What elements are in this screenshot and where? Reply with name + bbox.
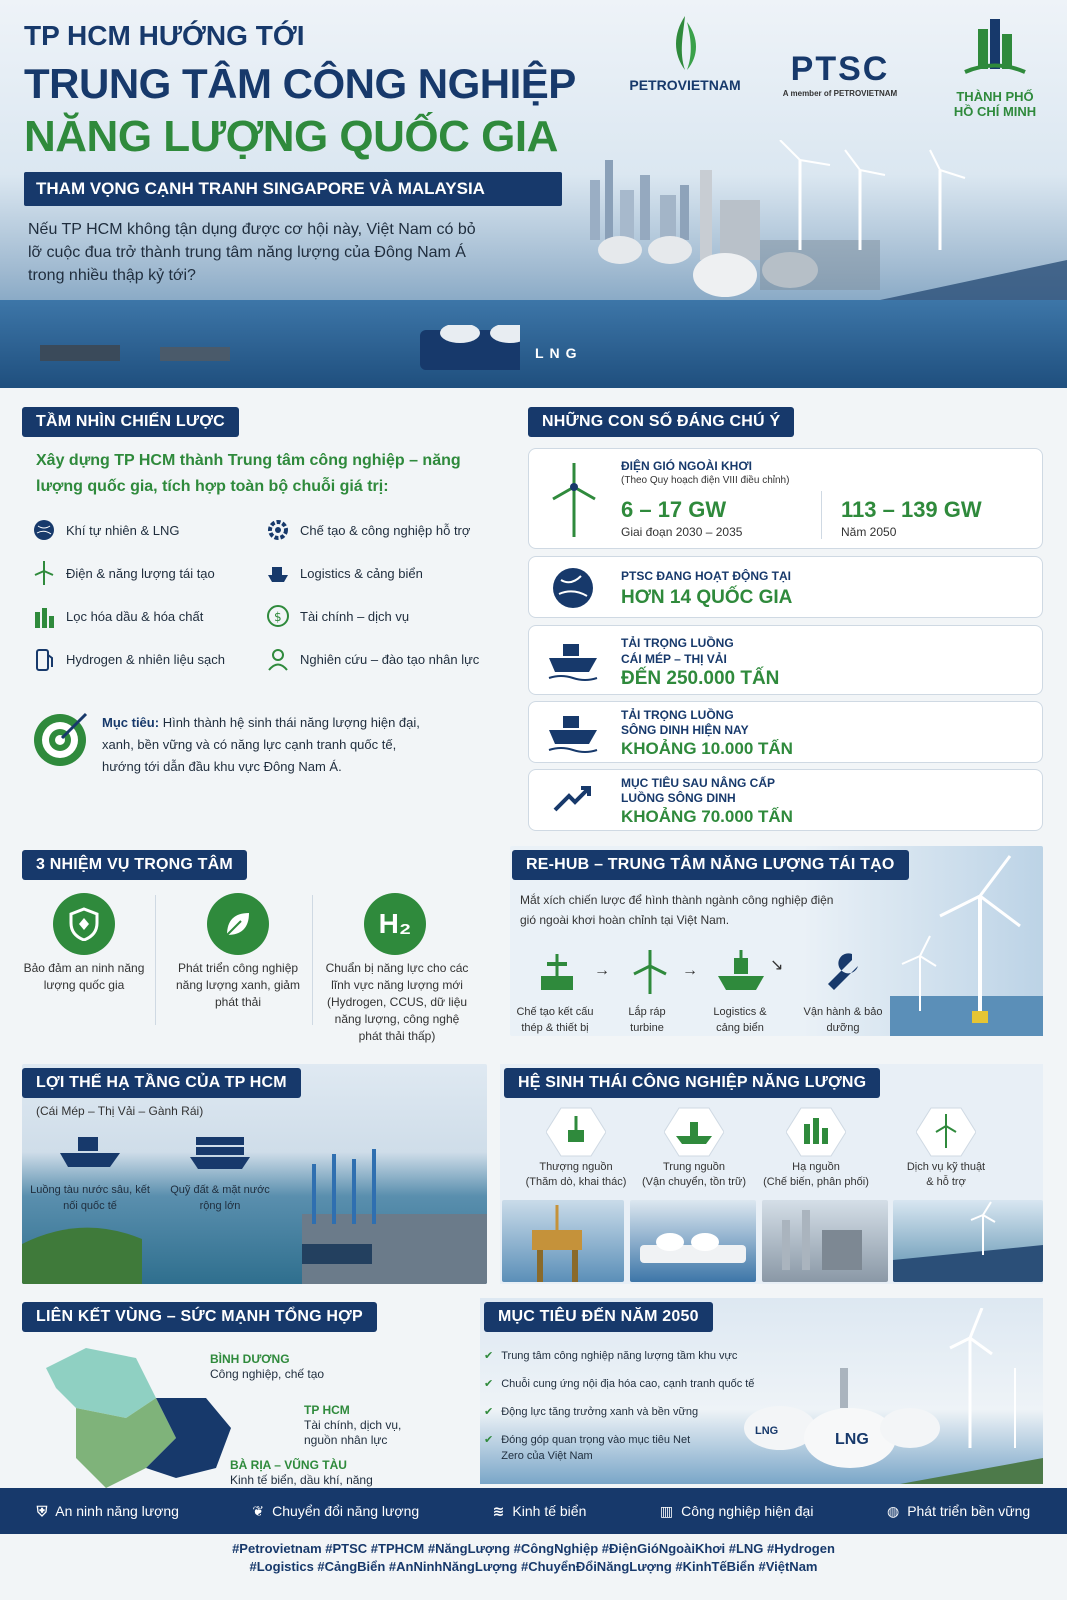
eco-downstream: Hạ nguồn (Chế biến, phân phối) <box>763 1161 869 1188</box>
footer-item-sustainable: ◍ Phát triển bền vững <box>886 1502 1031 1519</box>
hcm-city-logo <box>940 14 1050 119</box>
wind-turbine-icon <box>916 1106 976 1158</box>
ptsc-logo <box>770 50 910 98</box>
rehub-desc: Mắt xích chiến lược để hình thành ngành công nghiệp điện gió ngoài khơi hoàn chỉnh tại Việt Nam. <box>520 893 834 927</box>
tasks-title: 3 NHIỆM VỤ TRỌNG TÂM <box>22 850 247 880</box>
arrow-right-icon: → <box>682 962 698 979</box>
hero-line3: NĂNG LƯỢNG QUỐC GIA <box>24 112 558 161</box>
wave-icon: ≋ <box>492 1502 505 1519</box>
goal2050-list <box>484 1348 784 1464</box>
tank-label: LNG <box>835 1431 869 1448</box>
footer-item-marine: ≋ Kinh tế biển <box>492 1502 587 1519</box>
leaf-icon <box>207 893 269 955</box>
ships-illustration <box>40 325 520 380</box>
petrovietnam-text: PETROVIETNAM <box>629 77 741 93</box>
check-icon: ✔ <box>484 1406 494 1418</box>
goal-item-2: ✔ Chuỗi cung ứng nội địa hóa cao, cạnh tranh quốc tế <box>484 1378 755 1390</box>
check-icon: ✔ <box>484 1434 494 1446</box>
petrovietnam-logo <box>625 14 745 93</box>
wind-period-2050: Năm 2050 <box>841 525 897 539</box>
footer-item-transition: ❦ Chuyển đổi năng lượng <box>252 1502 420 1519</box>
upgrade-stat-card <box>528 769 1043 831</box>
caimep-stat-card <box>528 625 1043 695</box>
infra-title: LỢI THẾ HẠ TẦNG CỦA TP HCM <box>22 1068 301 1098</box>
wind-label: ĐIỆN GIÓ NGOÀI KHƠI <box>621 459 752 473</box>
goal2050-title: MỤC TIÊU ĐẾN NĂM 2050 <box>484 1302 713 1332</box>
offshore-turbine-illustration <box>890 846 1043 1036</box>
hcm-text2: HỒ CHÍ MINH <box>953 104 1037 119</box>
hashtags-line1: #Petrovietnam #PTSC #TPHCM #NăngLượng #CôngNghiệp #ĐiệnGióNgoàiKhơi #LNG #Hydrogen <box>232 1541 835 1556</box>
tank-label-small: LNG <box>755 1425 779 1437</box>
region-bd: BÌNH DƯƠNG Công nghiệp, chế tạo <box>210 1352 325 1381</box>
vision-item-finance: $ Tài chính – dịch vụ <box>266 604 409 628</box>
songdinh-stat-card <box>528 701 1043 763</box>
goal-item-4: ✔ Đóng góp quan trọng vào mục tiêu Net Zero của Việt Nam <box>484 1434 691 1462</box>
refinery-icon <box>32 604 56 628</box>
hero-line1: TP HCM HƯỚNG TỚI <box>24 20 305 51</box>
hashtags-line2: #Logistics #CảngBiển #AnNinhNăngLượng #ChuyểnĐổiNăngLượng #KinhTếBiển #ViệtNam <box>249 1559 818 1574</box>
cargo-ship-icon <box>716 950 766 994</box>
check-icon: ✔ <box>484 1350 494 1362</box>
wind-period-2035: Giai đoạn 2030 – 2035 <box>621 525 743 539</box>
finance-icon <box>266 604 290 628</box>
wind-note: (Theo Quy hoạch điện VIII điều chỉnh) <box>621 475 790 486</box>
vision-item-manufacturing: Chế tạo & công nghiệp hỗ trợ <box>266 518 470 542</box>
wind-value-2035: 6 – 17 GW <box>621 497 727 522</box>
midstream-photo <box>630 1200 756 1282</box>
infra-adv-2: Quỹ đất & mặt nước rộng lớn <box>170 1184 270 1212</box>
factory-icon: ▥ <box>659 1502 674 1519</box>
footer-item-industry: ▥ Công nghiệp hiện đại <box>659 1502 814 1519</box>
hero-question: Nếu TP HCM không tận dụng được cơ hội này, Việt Nam có bỏ lỡ cuộc đua trở thành trung tâm năng lượng của Đông Nam Á trong nhiều thập kỷ tới? <box>28 221 476 284</box>
rehub-title: RE-HUB – TRUNG TÂM NĂNG LƯỢNG TÁI TẠO <box>512 850 909 880</box>
region-map <box>36 1338 236 1498</box>
goal-text: Hình thành hệ sinh thái năng lượng hiện đại, xanh, bền vững và có năng lực cạnh tranh quốc tế, hướng tới dẫn đầu khu vực Đông Nam Á. <box>102 715 420 774</box>
cargo-ship-icon <box>58 1133 122 1173</box>
ptsc-value: HƠN 14 QUỐC GIA <box>621 587 793 608</box>
ptsc-text: PTSC <box>790 50 890 88</box>
region-brvt: BÀ RỊA – VŨNG TÀU Kinh tế biển, dầu khí, năng <box>230 1458 373 1487</box>
goal-item-3: ✔ Động lực tăng trưởng xanh và bền vững <box>484 1406 699 1418</box>
vision-lead: Xây dựng TP HCM thành Trung tâm công nghiệp – năng lượng quốc gia, tích hợp toàn bộ chuỗi giá trị: <box>36 452 461 495</box>
caimep-label2: CÁI MÉP – THỊ VẢI <box>621 652 727 666</box>
hcm-text1: THÀNH PHỐ <box>956 89 1034 104</box>
wind-value-2050: 113 – 139 GW <box>841 497 982 522</box>
eco-title: HỆ SINH THÁI CÔNG NGHIỆP NĂNG LƯỢNG <box>504 1068 880 1098</box>
hashtags <box>0 1540 1067 1576</box>
lng-carrier-icon <box>664 1106 724 1158</box>
upgrade-label1: MỤC TIÊU SAU NÂNG CẤP <box>621 776 776 790</box>
figures-title: NHỮNG CON SỐ ĐÁNG CHÚ Ý <box>528 407 794 437</box>
footer-item-security: ⛨ An ninh năng lượng <box>36 1502 179 1519</box>
ptsc-subtext: A member of PETROVIETNAM <box>782 89 898 98</box>
goal-label: Mục tiêu: <box>102 715 160 730</box>
upstream-photo <box>502 1200 624 1282</box>
task-3: Chuẩn bị năng lực cho các lĩnh vực năng lượng mới (Hydrogen, CCUS, dữ liệu năng lượng, công nghệ phát thải thấp) <box>325 961 469 1043</box>
globe-icon <box>551 566 595 610</box>
eco-upstream: Thượng nguồn (Thăm dò, khai thác) <box>525 1161 627 1188</box>
binh-duong-region <box>46 1348 156 1418</box>
downstream-photo <box>762 1200 888 1282</box>
infra-sub: (Cái Mép – Thị Vải – Gành Rái) <box>36 1104 204 1118</box>
hero-subtitle: THAM VỌNG CẠNH TRANH SINGAPORE VÀ MALAYSIA <box>24 172 562 206</box>
rehub-step-4: Vận hành & bảo dưỡng <box>803 1006 883 1034</box>
upgrade-value: KHOẢNG 70.000 TẤN <box>621 807 793 826</box>
leaf-icon: ❦ <box>252 1502 265 1519</box>
svg-text:$: $ <box>274 610 282 624</box>
cargo-ship-icon <box>547 712 599 754</box>
container-ship-icon <box>190 1133 250 1173</box>
task-2: Phát triển công nghiệp năng lượng xanh, giảm phát thải <box>176 961 300 1009</box>
hero-line2: TRUNG TÂM CÔNG NGHIỆP <box>24 60 576 107</box>
infra-adv-1: Luồng tàu nước sâu, kết nối quốc tế <box>30 1184 150 1212</box>
divider <box>312 895 313 1025</box>
region-hcm: TP HCM Tài chính, dịch vụ, nguồn nhân lực <box>304 1403 402 1447</box>
rehub-step-1: Chế tạo kết cấu thép & thiết bị <box>516 1006 594 1034</box>
person-research-icon <box>266 647 290 671</box>
hero-banner <box>0 0 1067 388</box>
vision-item-lng: Khí tự nhiên & LNG <box>32 518 179 542</box>
arrow-right-icon: → <box>594 962 610 979</box>
shield-icon <box>53 893 115 955</box>
vision-title: TẦM NHÌN CHIẾN LƯỢC <box>22 407 239 437</box>
upgrade-arrows-icon <box>551 782 595 822</box>
lng-ship-label: LNG <box>535 345 583 361</box>
wind-turbine-icon <box>551 463 597 537</box>
city-buildings-icon <box>960 14 1030 84</box>
wind-stat-card <box>528 448 1043 549</box>
eco-midstream: Trung nguồn (Vận chuyển, tồn trữ) <box>642 1161 746 1188</box>
region-title: LIÊN KẾT VÙNG – SỨC MẠNH TỔNG HỢP <box>22 1302 377 1332</box>
vision-item-refinery: Lọc hóa dầu & hóa chất <box>32 604 203 628</box>
vision-item-logistics: Logistics & cảng biển <box>266 561 423 585</box>
cargo-ship-icon <box>547 640 599 682</box>
hydrogen-icon: H₂ <box>364 893 426 955</box>
globe-icon <box>32 518 56 542</box>
fuel-pump-icon <box>32 647 56 671</box>
gear-icon <box>266 518 290 542</box>
ptsc-stat-card <box>528 556 1043 618</box>
arrow-right-icon: ↘ <box>770 957 784 974</box>
goal-item-1: ✔ Trung tâm công nghiệp năng lượng tầm khu vực <box>484 1350 738 1362</box>
offshore-rig-icon <box>546 1106 606 1158</box>
caimep-value: ĐẾN 250.000 TẤN <box>621 668 780 689</box>
upgrade-label2: LUỒNG SÔNG DINH <box>621 791 736 805</box>
refinery-icon <box>786 1106 846 1158</box>
steel-structure-icon <box>535 950 579 994</box>
services-photo <box>893 1200 1043 1282</box>
songdinh-value: KHOẢNG 10.000 TẤN <box>621 739 793 758</box>
cargo-ship-icon <box>266 561 290 585</box>
rehub-step-2: Lắp ráp turbine <box>628 1006 666 1034</box>
check-icon: ✔ <box>484 1378 494 1390</box>
footer-bar <box>0 1488 1067 1534</box>
vision-item-research: Nghiên cứu – đào tạo nhân lực <box>266 647 479 671</box>
vision-item-renewable: Điện & năng lượng tái tạo <box>32 561 215 585</box>
divider <box>155 895 156 1025</box>
songdinh-label1: TẢI TRỌNG LUỒNG <box>621 708 734 722</box>
shield-icon: ⛨ <box>36 1502 48 1519</box>
globe-icon: ◍ <box>886 1502 900 1519</box>
task-1: Bảo đảm an ninh năng lượng quốc gia <box>23 961 145 992</box>
wind-turbine-icon <box>628 950 672 994</box>
target-icon <box>32 710 90 768</box>
ptsc-label: PTSC ĐANG HOẠT ĐỘNG TẠI <box>621 569 791 583</box>
vision-goal <box>102 712 432 778</box>
songdinh-label2: SÔNG DINH HIỆN NAY <box>621 723 749 737</box>
rehub-step-3: Logistics & cảng biển <box>713 1006 767 1034</box>
wrench-icon <box>822 950 862 994</box>
divider <box>821 491 822 539</box>
wind-turbine-icon <box>32 561 56 585</box>
eco-services: Dịch vụ kỹ thuật & hỗ trợ <box>906 1161 986 1188</box>
petrovietnam-flame-icon <box>665 14 705 72</box>
caimep-label1: TẢI TRỌNG LUỒNG <box>621 636 734 650</box>
vision-item-hydrogen: Hydrogen & nhiên liệu sạch <box>32 647 225 671</box>
